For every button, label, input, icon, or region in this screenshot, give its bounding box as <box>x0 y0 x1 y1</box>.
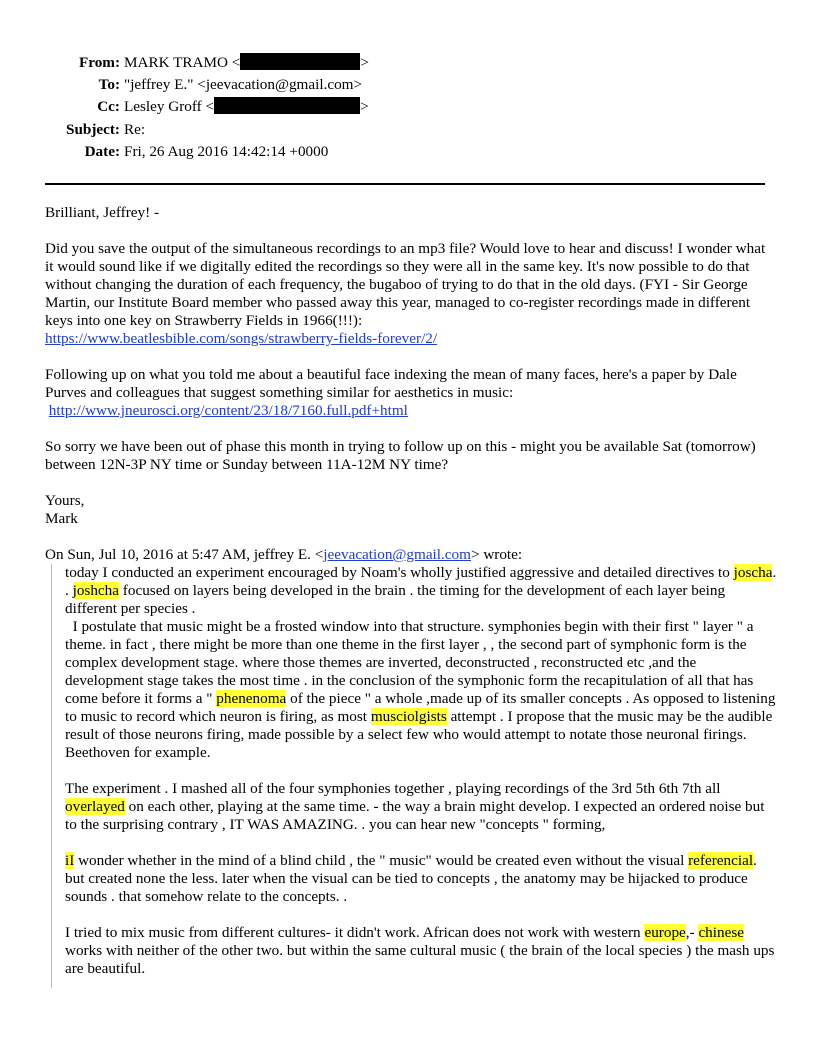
text-span: of the piece " a whole ,made up of its smaller concepts . As opposed to listening to music to record which neuron is firing, as most <box>65 690 776 725</box>
to-row <box>52 74 369 96</box>
text-span: focused on layers being developed in the brain . the timing for the development of each layer being different per species . <box>65 582 726 617</box>
text-span: wonder whether in the mind of a blind child , the " music" would be created even without the visual <box>74 852 689 869</box>
date-value: Fri, 26 Aug 2016 14:42:14 +0000 <box>124 142 329 160</box>
text-span: I postulate that music might be a frosted window into that structure. symphonies begin with their first " layer " a theme. in fact , there might be more than one theme in the first layer , , the second part of symphonic form is the complex development stage. where those themes are inverted, deconstructed , reconstructed etc ,and the development stage takes the most time . in the conclusion of the symphonic form the recapitulation of all that has come before it forms a " <box>65 618 754 707</box>
text-span: ,- <box>685 924 699 941</box>
cc-label: Cc: <box>97 98 120 116</box>
highlighted-word: overlayed <box>65 798 125 815</box>
jneurosci-link[interactable]: http://www.jneurosci.org/content/23/18/7160.full.pdf+html <box>48 402 408 419</box>
cc-name: Lesley Groff < <box>124 98 215 116</box>
quoted-message <box>51 564 777 988</box>
from-name: MARK TRAMO < <box>124 54 241 71</box>
email-link[interactable]: jeevacation@gmail.com <box>323 546 471 563</box>
paragraph-recordings <box>45 240 773 348</box>
redaction-bar <box>214 97 360 114</box>
date-row <box>52 141 369 163</box>
text-span: works with neither of the other two. but within the same cultural music ( the brain of the local species ) the mash ups are beautiful. <box>65 942 775 977</box>
quote-intro-end: > wrote: <box>470 546 523 563</box>
paragraph-text: Did you save the output of the simultaneous recordings to an mp3 file? Would love to hear and discuss! I wonder what it would sound like if we digitally edited the recordings so they were all in the same key. It's now possible to do that without changing the duration of each frequency, the bugaboo of trying to do that in the old days. (FYI - Sir George Martin, our Institute Board member who passed away this year, managed to co-register recordings made in different keys into one key on Strawberry Fields in 1966(!!!): <box>45 240 766 329</box>
quoted-paragraph <box>65 564 777 762</box>
highlighted-word: europe <box>644 924 686 941</box>
paragraph-paper <box>45 366 773 420</box>
paragraph-text: Following up on what you told me about a beautiful face indexing the mean of many faces, here's a paper by Dale Purves and colleagues that suggest something similar for aesthetics in music: <box>45 366 737 401</box>
quote-intro-text: On Sun, Jul 10, 2016 at 5:47 AM, jeffrey E. < <box>45 546 324 563</box>
text-span: attempt . I propose that the music may be the audible result of those neurons firing, made possible by a select few who would attempt to notate those neuronal firings. Beethoven for example. <box>65 708 773 761</box>
beatles-bible-link[interactable]: https://www.beatlesbible.com/songs/strawberry-fields-forever/2/ <box>45 330 438 347</box>
email-body <box>45 204 777 988</box>
text-span: The experiment . I mashed all of the four symphonies together , playing recordings of the 3rd 5th 6th 7th all <box>65 780 721 797</box>
subject-row <box>52 119 369 141</box>
quoted-paragraph <box>65 780 777 834</box>
text-span: . but created none the less. later when the visual can be tied to concepts , the anatomy may be hijacked to produce sounds . that somehow relate to the concepts. . <box>65 852 757 905</box>
redaction-bar <box>240 53 360 70</box>
highlighted-word: phenenoma <box>216 690 287 707</box>
highlighted-word: iI <box>65 852 75 869</box>
to-value: "jeffrey E." <jeevacation@gmail.com> <box>124 76 363 94</box>
greeting: Brilliant, Jeffrey! - <box>45 204 160 221</box>
sender-name: Mark <box>45 510 78 527</box>
subject-value: Re: <box>124 120 146 138</box>
highlighted-word: chinese <box>698 924 744 941</box>
quoted-paragraph <box>65 852 777 906</box>
text-span: today I conducted an experiment encouraged by Noam's wholly justified aggressive and detailed directives to <box>65 564 734 581</box>
text-span: . . <box>65 564 777 599</box>
email-header <box>52 52 369 163</box>
highlighted-word: referencial <box>688 852 754 869</box>
highlighted-word: musciolgists <box>370 708 447 725</box>
text-span: I tried to mix music from different cultures- it didn't work. African does not work with western <box>65 924 645 941</box>
date-label: Date: <box>84 142 120 160</box>
signature <box>45 492 773 528</box>
header-divider <box>45 183 765 185</box>
to-label: To: <box>98 76 120 94</box>
signoff: Yours, <box>45 492 85 509</box>
highlighted-word: joscha <box>733 564 773 581</box>
from-label: From: <box>78 54 120 71</box>
cc-close: > <box>360 98 369 116</box>
from-row <box>52 52 369 74</box>
highlighted-word: joshcha <box>72 582 119 599</box>
quoted-paragraph <box>65 924 777 978</box>
text-span: on each other, playing at the same time. - the way a brain might develop. I expected an ordered noise but to the surprising contrary , IT WAS AMAZING. . you can hear new "concepts " forming, <box>65 798 765 833</box>
paragraph-availability: So sorry we have been out of phase this month in trying to follow up on this - might you be available Sat (tomorrow) between 12N-3P NY time or Sunday between 11A-12M NY time? <box>45 438 756 473</box>
cc-row <box>52 96 369 118</box>
from-close: > <box>360 54 369 71</box>
subject-label: Subject: <box>66 120 120 138</box>
quote-intro <box>45 546 773 564</box>
